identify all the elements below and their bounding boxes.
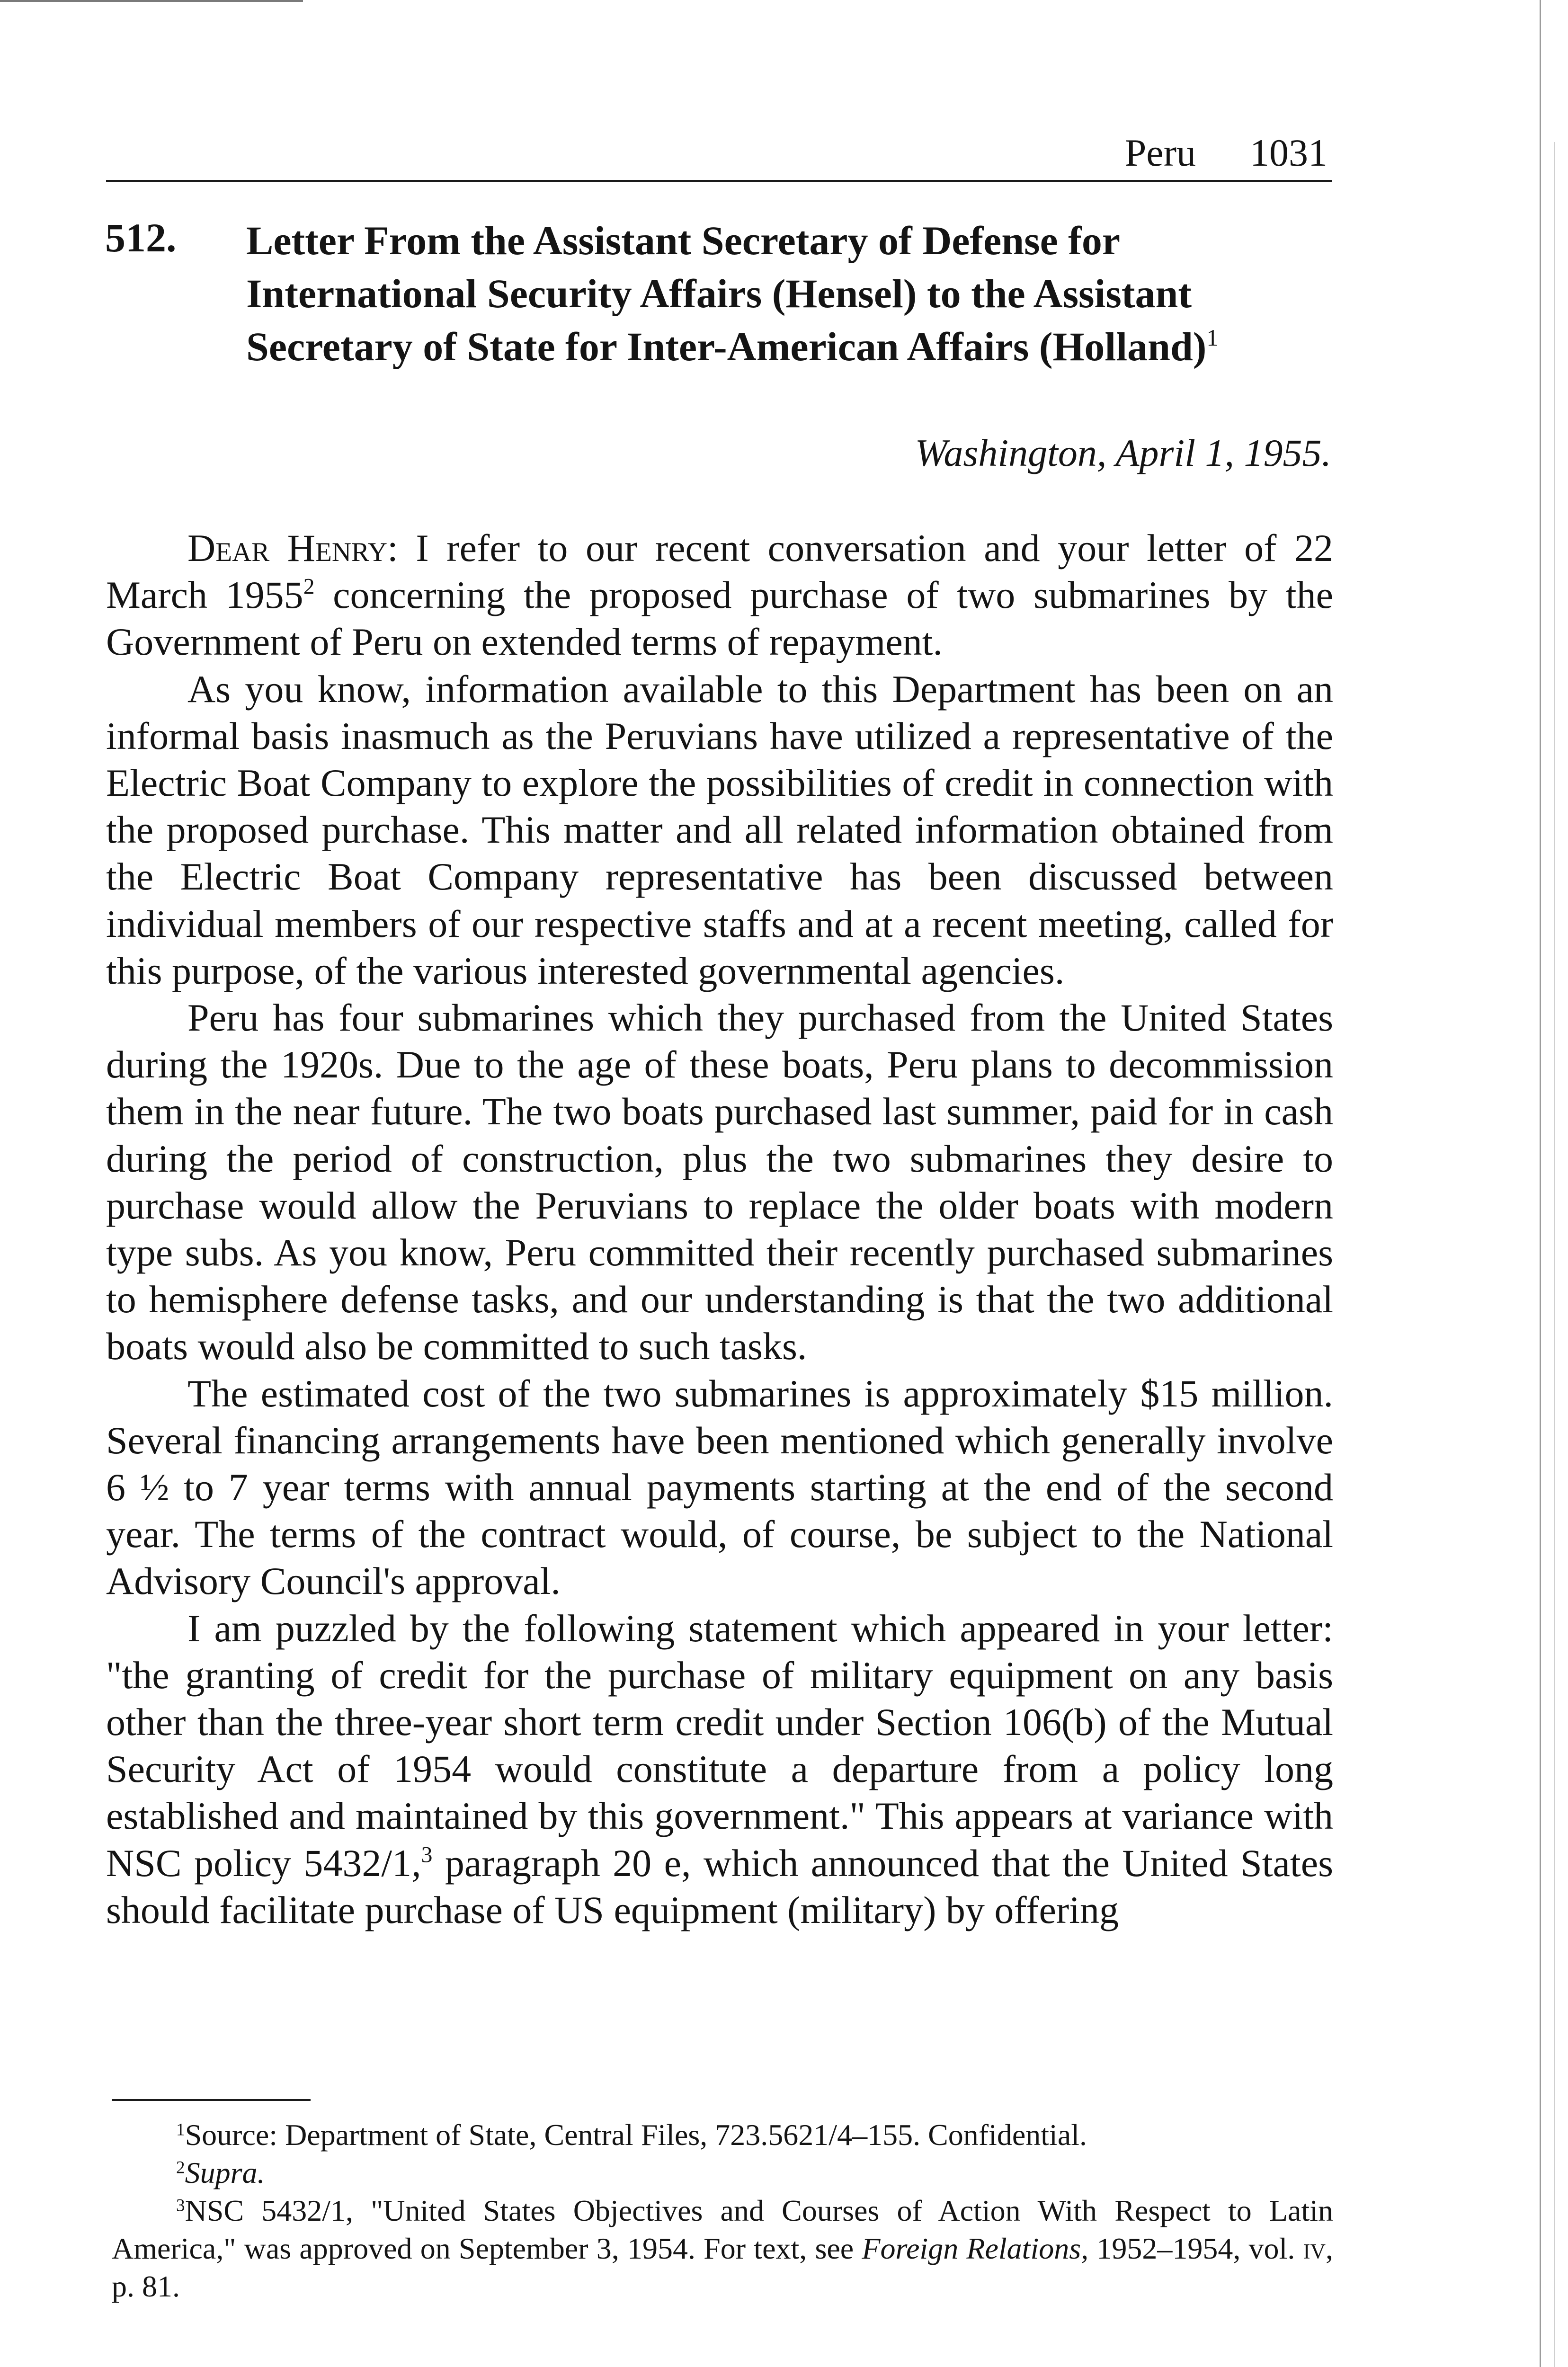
letter-body [106, 525, 1333, 1933]
page-edge-line [1540, 0, 1541, 2367]
salutation: Dear Henry: [187, 526, 398, 570]
footnotes [112, 2116, 1333, 2305]
page-number: 1031 [1250, 131, 1327, 174]
paragraph-1-text-a: I refer to our recent conversation and your letter of 22 March 1955 [106, 526, 1333, 617]
footnote-3 [112, 2192, 1333, 2305]
footnote-1-marker: 1 [176, 2120, 185, 2140]
footnote-ref-3[interactable]: 3 [421, 1842, 433, 1868]
paragraph-5-text-b: paragraph 20 e, which announced that the United States should facilitate purchase of US equipment (military) by offering [106, 1841, 1333, 1931]
running-head [106, 128, 1332, 182]
dateline: Washington, April 1, 1955. [915, 431, 1331, 474]
footnote-3-text-a: NSC 5432/1, "United States Objectives and Courses of Action With Respect to Latin America," was approved on September 3, 1954. For text, see [112, 2194, 1333, 2265]
footnote-2-marker: 2 [176, 2158, 185, 2178]
footnote-1-text: Source: Department of State, Central Files, 723.5621/4–155. Confidential. [185, 2118, 1087, 2152]
top-edge-rule [0, 0, 303, 2]
paragraph-4: The estimated cost of the two submarines is approximately $15 million. Several financing arrangements have been mentioned which generally involve 6 ½ to 7 year terms with annual payments starting at the end of the second year. The terms of the contract would, of course, be subject to the National Advisory Council's approval. [106, 1371, 1333, 1603]
document-title [246, 214, 1335, 373]
footnote-separator [112, 2099, 311, 2101]
footnote-2 [112, 2154, 1333, 2192]
paragraph-1 [106, 525, 1333, 666]
footnote-3-series: Foreign Relations, [862, 2232, 1089, 2265]
document-number: 512. [105, 215, 177, 260]
footnote-3-text-b: 1952–1954, vol. [1088, 2232, 1303, 2265]
title-footnote-ref[interactable]: 1 [1206, 325, 1219, 351]
footnote-ref-2[interactable]: 2 [303, 574, 315, 599]
footnote-3-volume: iv [1303, 2232, 1326, 2265]
paragraph-5-text-a: I am puzzled by the following statement which appeared in your letter: "the granting of credit for the purchase of military equipment on any basis other than the three-year short term credit under Section 106(b) of the Mutual Security Act of 1954 would constitute a departure from a policy long established and maintained by this government." This appears at variance with NSC policy 5432/1, [106, 1606, 1333, 1885]
paragraph-5 [106, 1605, 1333, 1933]
footnote-2-text: Supra. [185, 2156, 265, 2189]
paragraph-2: As you know, information available to this Department has been on an informal basis inasmuch as the Peruvians have utilized a representative of the Electric Boat Company to explore the possibilities of credit in connection with the proposed purchase. This matter and all related information obtained from the Electric Boat Company representative has been discussed between individual members of our respective staffs and at a recent meeting, called for this purpose, of the various interested governmental agencies. [106, 667, 1333, 992]
document-title-text: Letter From the Assistant Secretary of Defense for International Security Affairs (Hensel) to the Assistant Secretary of State for Inter-American Affairs (Holland) [246, 218, 1207, 369]
footnote-3-text-c: , p. 81. [112, 2232, 1334, 2303]
paragraph-1-text-b: concerning the proposed purchase of two submarines by the Government of Peru on extended terms of repayment. [106, 573, 1333, 664]
footnote-3-marker: 3 [176, 2196, 185, 2216]
paragraph-3: Peru has four submarines which they purchased from the United States during the 1920s. Due to the age of these boats, Peru plans to decommission them in the near future. The two boats purchased last summer, paid for in cash during the period of construction, plus the two submarines they desire to purchase would allow the Peruvians to replace the older boats with modern type subs. As you know, Peru committed their recently purchased submarines to hemisphere defense tasks, and our understanding is that the two additional boats would also be committed to such tasks. [106, 996, 1333, 1368]
running-head-section: Peru [1124, 131, 1196, 174]
page-edge-shadow [1554, 142, 1555, 2367]
footnote-1 [112, 2116, 1333, 2154]
